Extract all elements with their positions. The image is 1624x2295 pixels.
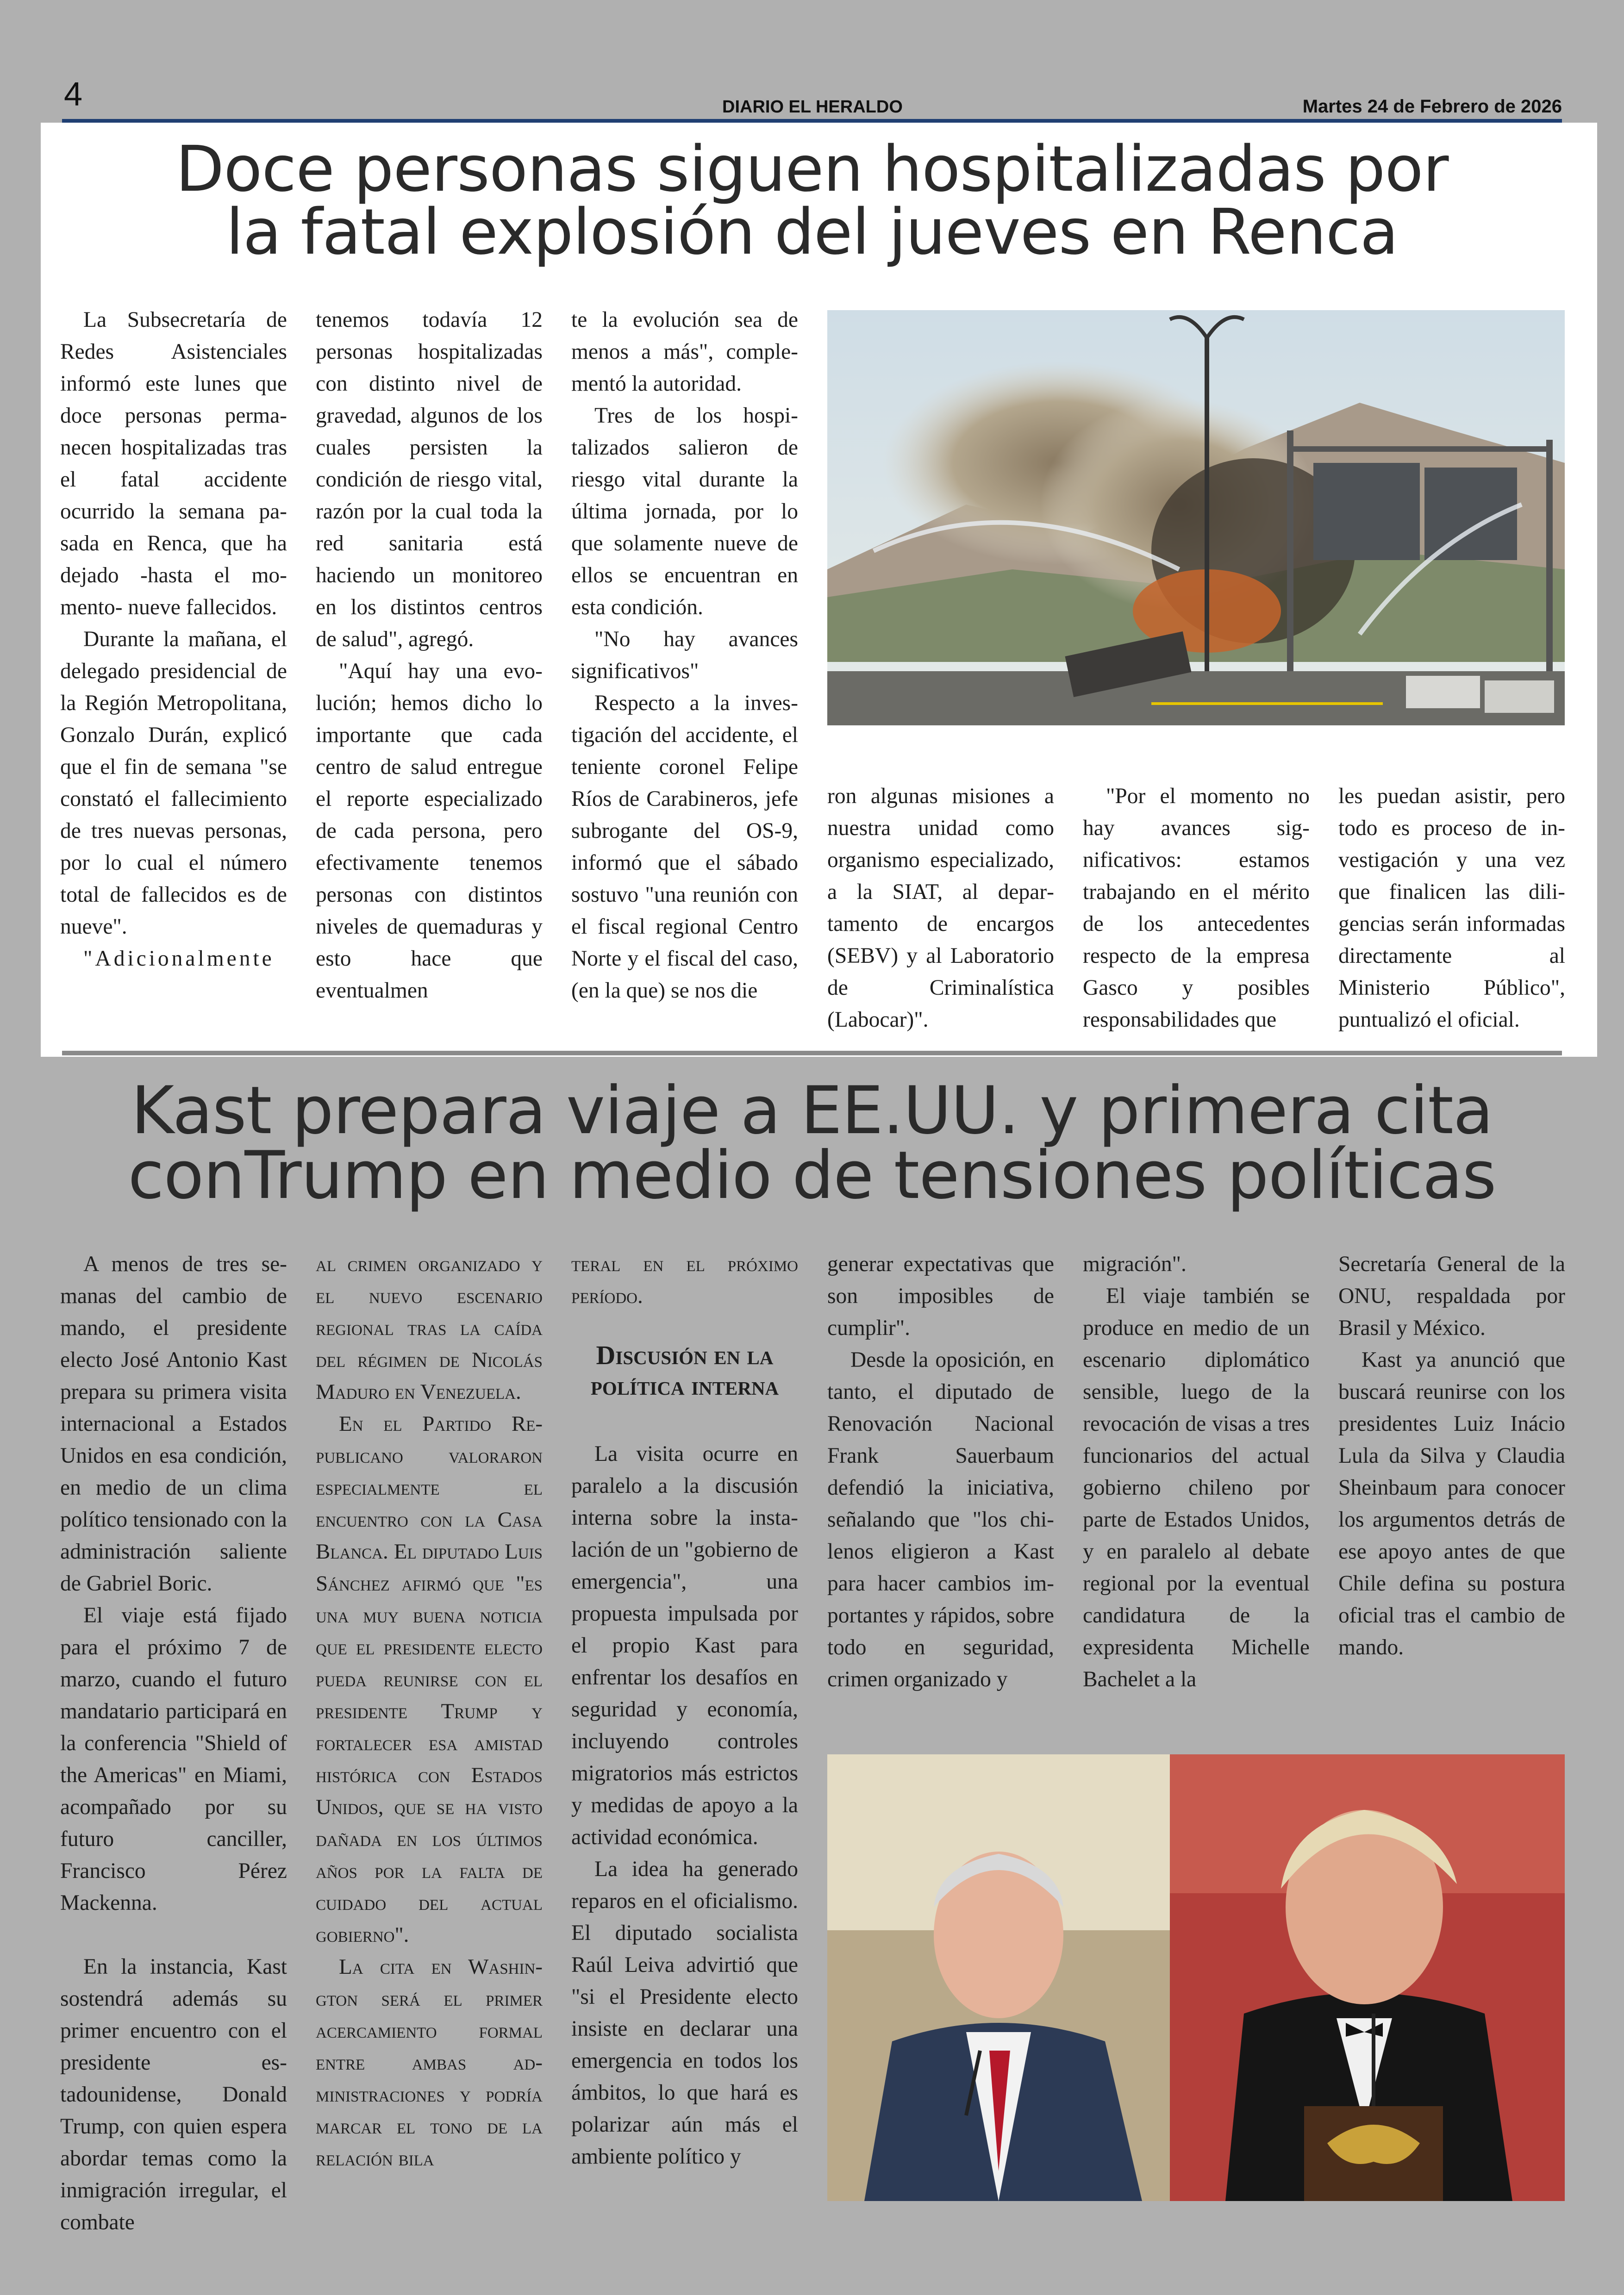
article2-headline bbox=[62, 1073, 1562, 1214]
paragraph: les puedan asistir, pero todo es proceso de investigación y una vez que finalicen las diligencias serán informadas directamente al Ministerio Público", puntualizó el oficial. bbox=[1338, 784, 1565, 1032]
portraits-image bbox=[827, 1754, 1565, 2201]
issue-date: Martes 24 de Febrero de 2026 bbox=[1302, 96, 1562, 117]
paragraph: generar expectativas que son imposibles de cumplir". bbox=[827, 1252, 1054, 1340]
paragraph: teral en el próximo período. bbox=[571, 1252, 798, 1308]
article1-col3 bbox=[571, 304, 798, 1007]
explosion-photo bbox=[827, 310, 1565, 725]
paragraph: tenemos todavía 12 personas hospitalizadas con distinto nivel de gravedad, algunos de los cuales persisten la condición de riesgo vital, razón por la cual toda la red sanitaria está haciendo un monitoreo en los distintos centros de salud", agregó. bbox=[316, 308, 543, 651]
paragraph: Durante la mañana, el delegado presidencial de la Región Metropolitana, Gonzalo Durán, explicó que el fin de semana "se constató el fallecimiento de tres nuevas personas, por lo cual el número total de fallecidos es de nueve". bbox=[60, 627, 287, 939]
section-subheading: Discusión en la política interna bbox=[590, 1340, 779, 1401]
article1-headline-line2: la fatal explosión del jueves en Renca bbox=[226, 196, 1398, 269]
paragraph: Secretaría General de la ONU, respaldada por Brasil y México. bbox=[1338, 1252, 1565, 1340]
article1-col6 bbox=[1338, 780, 1565, 1036]
article1-col2 bbox=[316, 304, 543, 1007]
kast-trump-photo bbox=[827, 1754, 1565, 2201]
paragraph: "Adicionalmente bbox=[83, 947, 275, 971]
paragraph: "Aquí hay una evolución; hemos dicho lo importante que cada centro de salud entregue el reporte especializado de cada persona, pero efectivamente tenemos personas con distintos niveles de quemaduras y esto hace que eventualmen bbox=[316, 659, 543, 1003]
newspaper-name: DIARIO EL HERALDO bbox=[722, 97, 903, 117]
article2-col6 bbox=[1338, 1248, 1565, 1664]
article2-col5 bbox=[1083, 1248, 1310, 1696]
paragraph: migración". bbox=[1083, 1252, 1187, 1276]
paragraph: El viaje está fijado para el próximo 7 de marzo, cuando el futuro mandatario participará en la conferencia "Shield of the Americas" en Miami, acompañado por su futuro canciller, Francisco Pérez Mackenna. bbox=[60, 1603, 287, 1915]
paragraph: La Subsecretaría de Redes Asistenciales informó este lunes que doce personas permanecen hospitalizadas tras el fatal accidente ocurrido la semana pasada en Renca, que ha dejado -hasta el momento- nueve fallecidos. bbox=[60, 308, 287, 619]
article2-headline-line2: conTrump en medio de tensiones políticas bbox=[128, 1137, 1496, 1214]
article2-col2 bbox=[316, 1248, 543, 2175]
paragraph: La idea ha generado reparos en el oficialismo. El diputado socialista Raúl Leiva advirtió que "si el Presidente electo insiste en declarar una emergencia en todos los ámbitos, lo que hará es polarizar aún más el ambiente político y bbox=[571, 1857, 798, 2169]
article2-col4 bbox=[827, 1248, 1054, 1696]
article2-col3 bbox=[571, 1248, 798, 2173]
paragraph: Tres de los hospitalizados salieron de riesgo vital durante la última jornada, por lo que solamente nueve de ellos se encuentran en esta condición. bbox=[571, 404, 798, 619]
paragraph: A menos de tres semanas del cambio de mando, el presidente electo José Antonio Kast prepara su primera visita internacional a Estados Unidos en esa condición, en medio de un clima político tensionado con la administración saliente de Gabriel Boric. bbox=[60, 1252, 287, 1596]
paragraph: La cita en Washington será el primer acercamiento formal entre ambas administraciones y podría marcar el tono de la relación bila bbox=[316, 1955, 543, 2170]
paragraph: En la instancia, Kast sostendrá además su primer encuentro con el presidente estadounidense, Donald Trump, con quien espera abordar temas como la inmigración irregular, el combate bbox=[60, 1955, 287, 2234]
article1-col4 bbox=[827, 780, 1054, 1036]
paragraph: ron algunas misiones a nuestra unidad como organismo especializado, a la SIAT, al departamento de encargos (SEBV) y al Laboratorio de Criminalística (Labocar)". bbox=[827, 784, 1054, 1032]
paragraph: El viaje también se produce en medio de un escenario diplomático sensible, luego de la revocación de visas a tres funcionarios del actual gobierno chileno por parte de Estados Unidos, y en paralelo al debate regional por la eventual candidatura de la expresidenta Michelle Bachelet a la bbox=[1083, 1284, 1310, 1691]
paragraph: Desde la oposición, en tanto, el diputado de Renovación Nacional Frank Sauerbaum defendió la iniciativa, señalando que "los chilenos eligieron a Kast para hacer cambios importantes y rápidos, sobre todo en seguridad, crimen organizado y bbox=[827, 1348, 1054, 1691]
paragraph: La visita ocurre en paralelo a la discusión interna sobre la instalación de un "gobierno de emergencia", una propuesta impulsada por el propio Kast para enfrentar los desafíos en seguridad y economía, incluyendo controles migratorios más estrictos y medidas de apoyo a la actividad económica. bbox=[571, 1442, 798, 1849]
paragraph: "Por el momento no hay avances significativos: estamos trabajando en el mérito de los antecedentes respecto de la empresa Gasco y posibles responsabilidades que bbox=[1083, 784, 1310, 1032]
explosion-scene-image bbox=[827, 310, 1565, 725]
article-separator bbox=[62, 1051, 1562, 1055]
paragraph: Respecto a la investigación del accidente, el teniente coronel Felipe Ríos de Carabineros, jefe subrogante del OS-9, informó que el sábado sostuvo "una reunión con el fiscal regional Centro Norte y el fiscal del caso, (en la que) se nos die bbox=[571, 691, 798, 1003]
article2-col1 bbox=[60, 1248, 287, 2239]
article1-col5 bbox=[1083, 780, 1310, 1036]
paragraph: Kast ya anunció que buscará reunirse con los presidentes Luiz Inácio Lula da Silva y Claudia Sheinbaum para conocer los argumentos detrás de ese apoyo antes de que Chile defina su postura oficial tras el cambio de mando. bbox=[1338, 1348, 1565, 1659]
article1-headline bbox=[62, 133, 1562, 269]
page-number: 4 bbox=[64, 76, 83, 113]
header-rule bbox=[62, 119, 1562, 123]
article1-headline-line1: Doce personas siguen hospitalizadas por bbox=[175, 133, 1449, 206]
paragraph-gap bbox=[60, 1919, 287, 1951]
article2-headline-line1: Kast prepara viaje a EE.UU. y primera cita bbox=[131, 1073, 1493, 1149]
article1-col1 bbox=[60, 304, 287, 975]
subheading: "No hay avances significativos" bbox=[571, 627, 798, 683]
paragraph: En el Partido Republicano valoraron especialmente el encuentro con la Casa Blanca. El diputado Luis Sánchez afirmó que "es una muy buena noticia que el presidente electo pueda reunirse con el presidente Trump y fortalecer esa amistad histórica con Estados Unidos, que se ha visto dañada en los últimos años por la falta de cuidado del actual gobierno". bbox=[316, 1412, 543, 1947]
paragraph: al crimen organizado y el nuevo escenario regional tras la caída del régimen de Nicolás Maduro en Venezuela. bbox=[316, 1252, 543, 1404]
paragraph: te la evolución sea de menos a más", complementó la autoridad. bbox=[571, 308, 798, 396]
